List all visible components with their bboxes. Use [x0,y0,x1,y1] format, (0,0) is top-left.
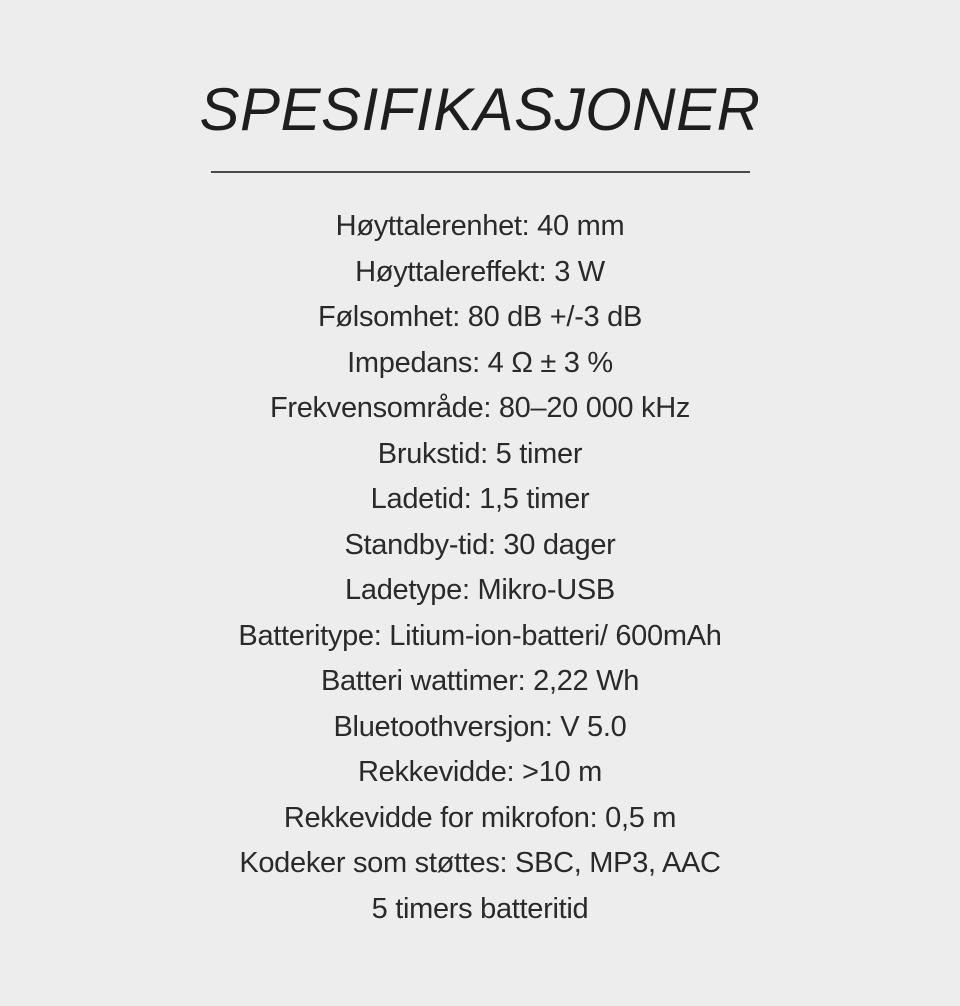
spec-standby-time: Standby-tid: 30 dager [344,528,616,561]
spec-speaker-unit: Høyttalerenhet: 40 mm [335,210,625,242]
spec-speaker-power: Høyttalereffekt: 3 W [355,255,605,288]
spec-microphone-range: Rekkevidde for mikrofon: 0,5 m [283,801,677,834]
spec-sensitivity: Følsomhet: 80 dB +/-3 dB [317,301,643,333]
spec-battery-watt-hours: Batteri wattimer: 2,22 Wh [320,665,640,697]
spec-impedance: Impedans: 4 Ω ± 3 % [347,346,613,379]
spec-charge-time: Ladetid: 1,5 timer [370,483,590,515]
spec-list [0,204,960,932]
spec-usage-time: Brukstid: 5 timer [377,437,583,470]
spec-charge-type: Ladetype: Mikro-USB [345,574,615,606]
spec-battery-type: Batteritype: Litium-ion-batteri/ 600mAh [238,619,722,652]
spec-supported-codecs: Kodeker som støttes: SBC, MP3, AAC [239,847,721,879]
spec-bluetooth-version: Bluetoothversjon: V 5.0 [333,710,627,743]
title-divider [211,171,750,173]
spec-battery-life: 5 timers batteritid [371,892,589,925]
spec-frequency-range: Frekvensområde: 80–20 000 kHz [269,392,691,424]
spec-range: Rekkevidde: >10 m [358,756,602,788]
page-title: SPESIFIKASJONER [199,76,761,143]
